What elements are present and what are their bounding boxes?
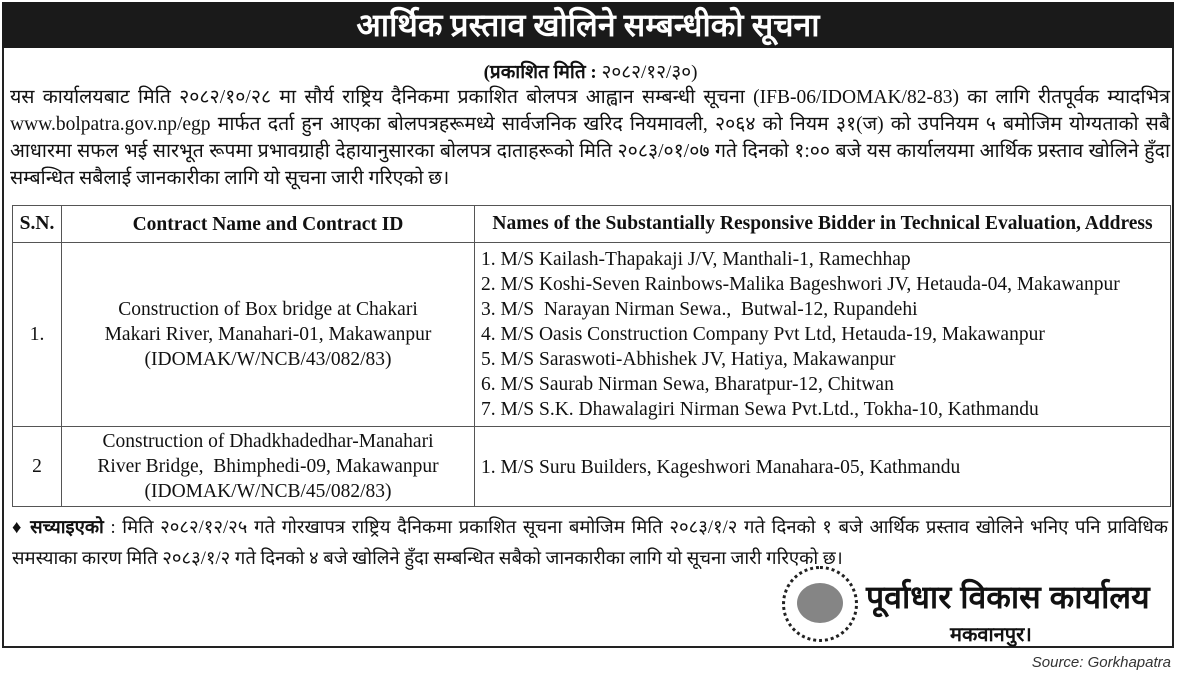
- published-date: [0, 58, 1181, 84]
- contract-id: (IDOMAK/W/NCB/43/082/83): [144, 349, 392, 370]
- bidder-item: 7. M/S S.K. Dhawalagiri Nirman Sewa Pvt.Ltd., Tokha-10, Kathmandu: [481, 399, 1039, 420]
- header-bidders: Names of the Substantially Responsive Bidder in Technical Evaluation, Address: [475, 206, 1171, 243]
- contract-id: (IDOMAK/W/NCB/45/082/83): [144, 481, 392, 502]
- bidder-item: 2. M/S Koshi-Seven Rainbows-Malika Bageshwori JV, Hetauda-04, Makawanpur: [481, 274, 1120, 295]
- bidder-item: 3. M/S Narayan Nirman Sewa., Butwal-12, Rupandehi: [481, 299, 918, 320]
- correction-label: ♦ सच्याइएको: [12, 518, 104, 538]
- row-bidders: [475, 427, 1171, 507]
- office-district: मकवानपुर।: [950, 624, 1032, 646]
- contract-line: Makari River, Manahari-01, Makawanpur: [104, 324, 432, 345]
- bidder-item: 6. M/S Saurab Nirman Sewa, Bharatpur-12, Chitwan: [481, 374, 894, 395]
- correction-note: [12, 513, 1168, 575]
- contract-line: River Bridge, Bhimphedi-09, Makawanpur: [97, 456, 439, 477]
- header-sn: S.N.: [13, 206, 62, 243]
- published-label: (प्रकाशित मिति :: [483, 62, 597, 83]
- published-value: २०८२/१२/३०): [601, 62, 698, 83]
- government-seal-icon: [782, 566, 858, 642]
- row-sn: 2: [13, 427, 62, 507]
- correction-text: : मिति २०८२/१२/२५ गते गोरखापत्र राष्ट्रिय दैनिकमा प्रकाशित सूचना बमोजिम मिति २०८३/१/२ गते दिनको १ बजे आर्थिक प्रस्ताव खोलिने भनिए पनि प्राविधिक समस्याका कारण मिति २०८३/१/२ गते दिनको ४ बजे खोलिने हुँदा सम्बन्धित सबैको जानकारीका लागि यो सूचना जारी गरिएको छ।: [12, 518, 1169, 569]
- row-contract: [62, 243, 475, 427]
- row-bidders: [475, 243, 1171, 427]
- table-row: [13, 243, 1171, 427]
- source-credit: Source: Gorkhapatra: [1031, 654, 1171, 671]
- notice-body: यस कार्यालयबाट मिति २०८२/१०/२८ मा सौर्य राष्ट्रिय दैनिकमा प्रकाशित बोलपत्र आह्वान सम्बन्धी सूचना (IFB-06/IDOMAK/82-83) का लागि रीतपूर्वक म्यादभित्र www.bolpatra.gov.np/egp मार्फत दर्ता हुन आएका बोलपत्रहरूमध्ये सार्वजनिक खरिद नियमावली, २०६४ को नियम ३१(ज) को उपनियम ५ बमोजिम योग्यताको सबै आधारमा सफल भई सारभूत रूपमा प्रभावग्राही देहायानुसारका बोलपत्र दाताहरूको मिति २०८३/०१/०७ गते दिनको १:०० बजे यस कार्यालयमा आर्थिक प्रस्ताव खोलिने हुँदा सम्बन्धित सबैलाई जानकारीका लागि यो सूचना जारी गरिएको छ।: [10, 87, 1170, 189]
- bidder-item: 4. M/S Oasis Construction Company Pvt Ltd, Hetauda-19, Makawanpur: [481, 324, 1045, 345]
- bidder-item: 5. M/S Saraswoti-Abhishek JV, Hatiya, Makawanpur: [481, 349, 896, 370]
- contract-line: Construction of Dhadkhadedhar-Manahari: [102, 431, 434, 452]
- row-contract: [62, 427, 475, 507]
- bidder-item: 1. M/S Suru Builders, Kageshwori Manahara-05, Kathmandu: [481, 457, 961, 478]
- contract-line: Construction of Box bridge at Chakari: [118, 299, 418, 320]
- table-header: [13, 206, 1171, 243]
- bidder-table: [12, 205, 1171, 507]
- notice-title: आर्थिक प्रस्ताव खोलिने सम्बन्धीको सूचना: [2, 2, 1174, 48]
- row-sn: 1.: [13, 243, 62, 427]
- header-contract: Contract Name and Contract ID: [62, 206, 475, 243]
- office-name: पूर्वाधार विकास कार्यालय: [866, 579, 1150, 615]
- table-row: [13, 427, 1171, 507]
- bidder-item: 1. M/S Kailash-Thapakaji J/V, Manthali-1, Ramechhap: [481, 249, 911, 270]
